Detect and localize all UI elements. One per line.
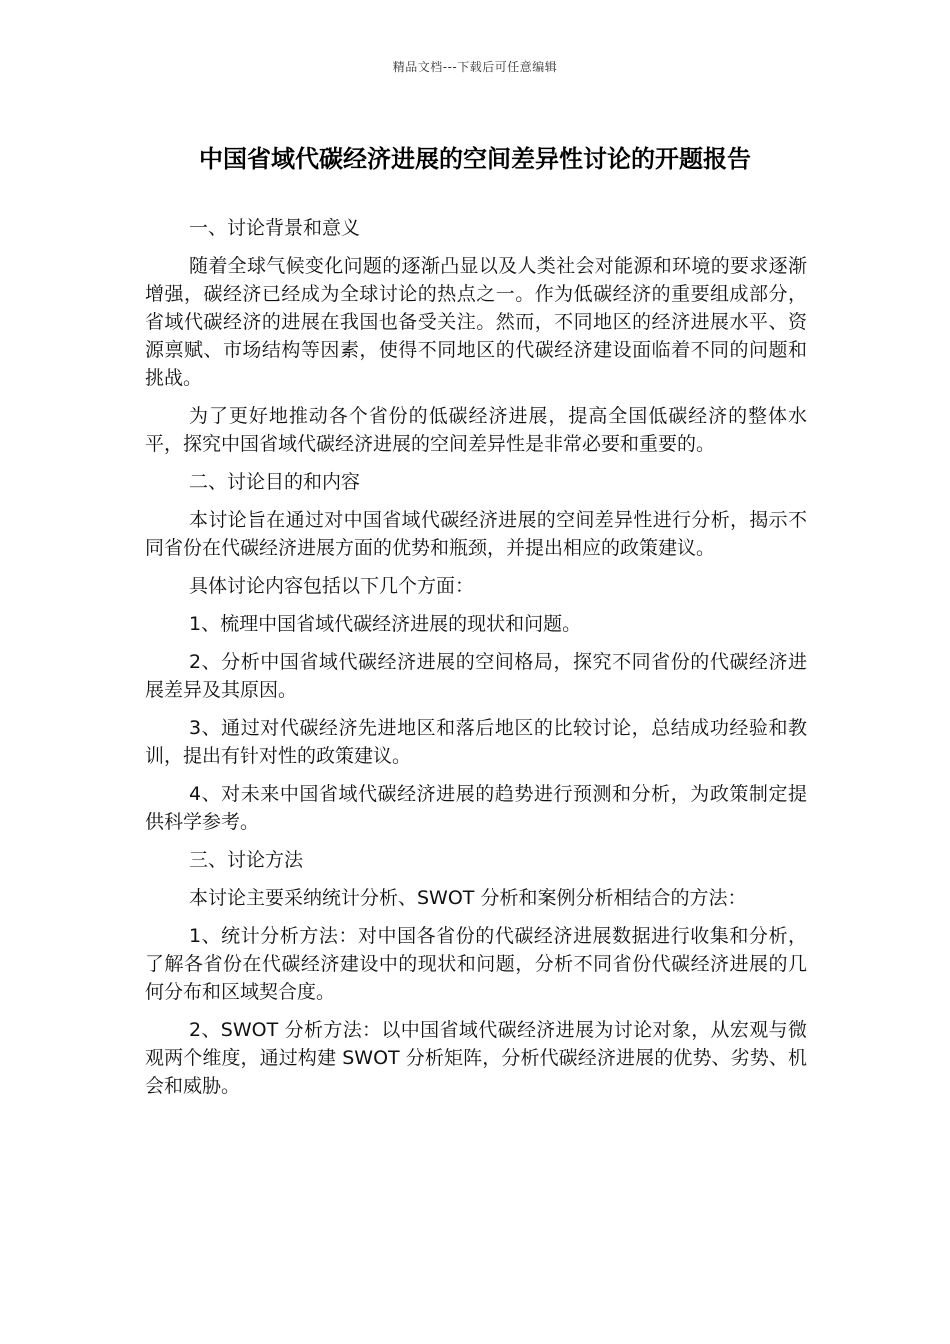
paragraph-purpose-2: 具体讨论内容包括以下几个方面： (189, 575, 475, 597)
list-item-purpose-3: 3、通过对代碳经济先进地区和落后地区的比较讨论，总结成功经验和教训，提出有针对性的政策建议。 (145, 717, 807, 767)
paragraph-background-1: 随着全球气候变化问题的逐渐凸显以及人类社会对能源和环境的要求逐渐增强，碳经济已经成为全球讨论的热点之一。作为低碳经济的重要组成部分，省域代碳经济的进展在我国也备受关注。然而，不同地区的经济进展水平、资源禀赋、市场结构等因素，使得不同地区的代碳经济建设面临着不同的问题和挑战。 (145, 255, 807, 389)
paragraph-background-2: 为了更好地推动各个省份的低碳经济进展，提高全国低碳经济的整体水平，探究中国省域代碳经济进展的空间差异性是非常必要和重要的。 (145, 405, 807, 455)
header-watermark: 精品文档---下载后可任意编辑 (392, 60, 558, 74)
list-item-method-1: 1、统计分析方法：对中国各省份的代碳经济进展数据进行收集和分析，了解各省份在代碳经济建设中的现状和问题，分析不同省份代碳经济进展的几何分布和区域契合度。 (145, 925, 807, 1003)
list-item-purpose-4: 4、对未来中国省域代碳经济进展的趋势进行预测和分析，为政策制定提供科学参考。 (145, 783, 807, 833)
document-body (145, 214, 807, 1110)
paragraph-purpose-1: 本讨论旨在通过对中国省域代碳经济进展的空间差异性进行分析，揭示不同省份在代碳经济进展方面的优势和瓶颈，并提出相应的政策建议。 (145, 509, 807, 559)
section-heading-background: 一、讨论背景和意义 (189, 217, 361, 239)
paragraph-method-1: 本讨论主要采纳统计分析、SWOT 分析和案例分析相结合的方法： (189, 887, 747, 909)
section-heading-purpose: 二、讨论目的和内容 (189, 471, 361, 493)
list-item-method-2: 2、SWOT 分析方法：以中国省域代碳经济进展为讨论对象，从宏观与微观两个维度，通过构建 SWOT 分析矩阵，分析代碳经济进展的优势、劣势、机会和威胁。 (145, 1019, 807, 1097)
list-item-purpose-2: 2、分析中国省域代碳经济进展的空间格局，探究不同省份的代碳经济进展差异及其原因。 (145, 651, 807, 701)
document-title: 中国省域代碳经济进展的空间差异性讨论的开题报告 (199, 145, 751, 173)
section-heading-method: 三、讨论方法 (189, 849, 304, 871)
list-item-purpose-1: 1、梳理中国省域代碳经济进展的现状和问题。 (189, 613, 582, 635)
